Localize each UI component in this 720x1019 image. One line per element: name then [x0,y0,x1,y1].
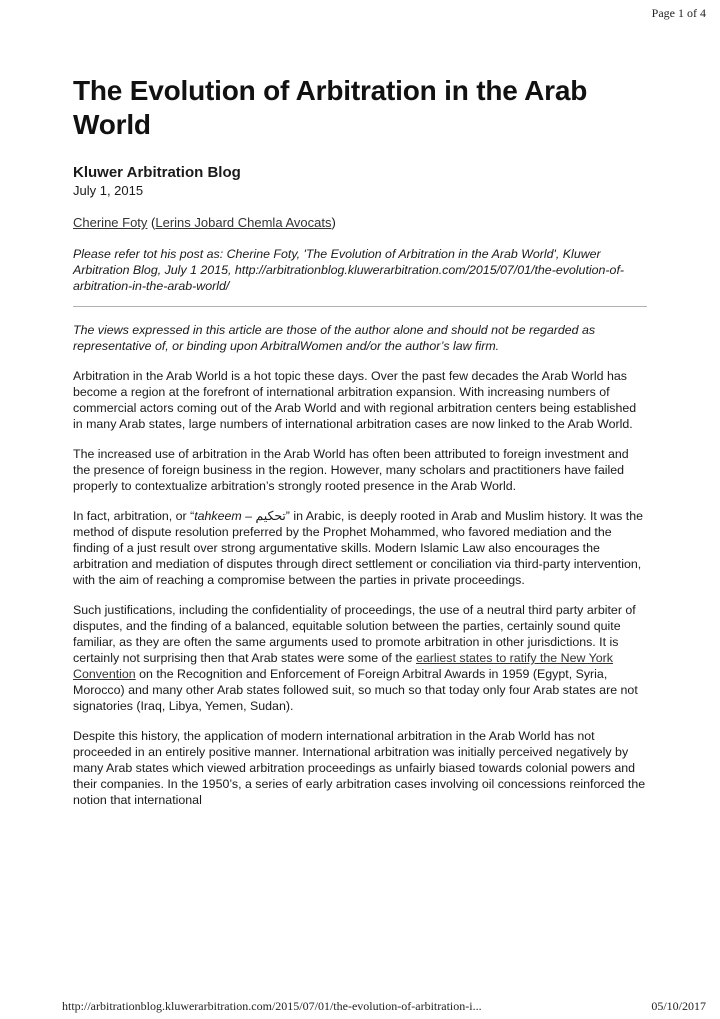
author-link[interactable]: Cherine Foty [73,215,148,230]
new-york-convention-link[interactable]: earliest states to ratify the New York Convention [73,651,613,681]
article-title: The Evolution of Arbitration in the Arab World [73,75,588,140]
paragraph-3 [73,508,647,588]
p4-pre: Such justifications, including the confidentiality of proceedings, the use of a neutral third party arbiter of disputes, and the finding of a balanced, equitable solution between the parties, certainly sound quite familiar, as they are often the same arguments used to promote arbitration in other jurisdictions. It is certainly not surprising then that Arab states were some of the [73,603,636,665]
article [73,74,647,808]
author-line [73,214,647,231]
blog-name: Kluwer Arbitration Blog [73,164,241,181]
author-open-paren: ( [147,215,156,230]
page-footer [62,999,706,1014]
disclaimer: The views expressed in this article are those of the author alone and should not be regarded as representative of, or binding upon ArbitralWomen and/or the author’s law firm. [73,323,596,353]
p3-post: ” in Arabic, is deeply rooted in Arab and Muslim history. It was the method of dispute resolution preferred by the Prophet Mohammed, who favored mediation and the finding of a just result over strong argumentative skills. Modern Islamic Law also encourages the arbitration and mediation of disputes through direct settlement or conciliation via third-party intervention, with the aim of reaching a compromise between the parties in private proceedings. [73,509,643,587]
divider [73,306,647,307]
publish-date: July 1, 2015 [73,183,144,198]
paragraph-2: The increased use of arbitration in the Arab World has often been attributed to foreign investment and the presence of foreign business in the region. However, many scholars and practitioners have failed properly to contextualize arbitration’s strongly rooted presence in the Arab World. [73,447,629,493]
footer-date: 05/10/2017 [651,999,706,1013]
p3-dash: – [241,509,256,523]
firm-link[interactable]: Lerins Jobard Chemla Avocats [155,215,332,230]
citation-note: Please refer tot his post as: Cherine Foty, 'The Evolution of Arbitration in the Arab World', Kluwer Arbitration Blog, July 1 2015, http://arbitrationblog.kluwerarbitration.com/2015/07/01/the-evolution-of-arbitration-in-the-arab-world/ [73,247,625,293]
p3-pre: In fact, arbitration, or “ [73,509,195,523]
paragraph-1: Arbitration in the Arab World is a hot topic these days. Over the past few decades the Arab World has become a region at the forefront of international arbitration expansion. With increasing numbers of commercial actors coming out of the Arab World and with regional arbitration centers being established in many Arab states, large numbers of international arbitration cases are now linked to the Arab World. [73,369,637,431]
paragraph-4 [73,602,647,714]
footer-url: http://arbitrationblog.kluwerarbitration.com/2015/07/01/the-evolution-of-arbitration-i... [62,999,482,1013]
tahkeem-term: tahkeem [194,509,242,523]
arabic-term: تحكيم [255,509,286,523]
page-number: Page 1 of 4 [651,6,706,20]
paragraph-5: Despite this history, the application of modern international arbitration in the Arab World has not proceeded in an entirely positive manner. International arbitration was initially perceived negatively by many Arab states which viewed arbitration proceedings as unfairly biased towards colonial powers and their companies. In the 1950’s, a series of early arbitration cases involving oil concessions reinforced the notion that international [73,729,646,807]
author-close-paren: ) [331,215,336,230]
p4-post: on the Recognition and Enforcement of Foreign Arbitral Awards in 1959 (Egypt, Syria, Morocco) and many other Arab states followed suit, so much so that today only four Arab states are not signatories (Iraq, Libya, Yemen, Sudan). [73,667,638,713]
